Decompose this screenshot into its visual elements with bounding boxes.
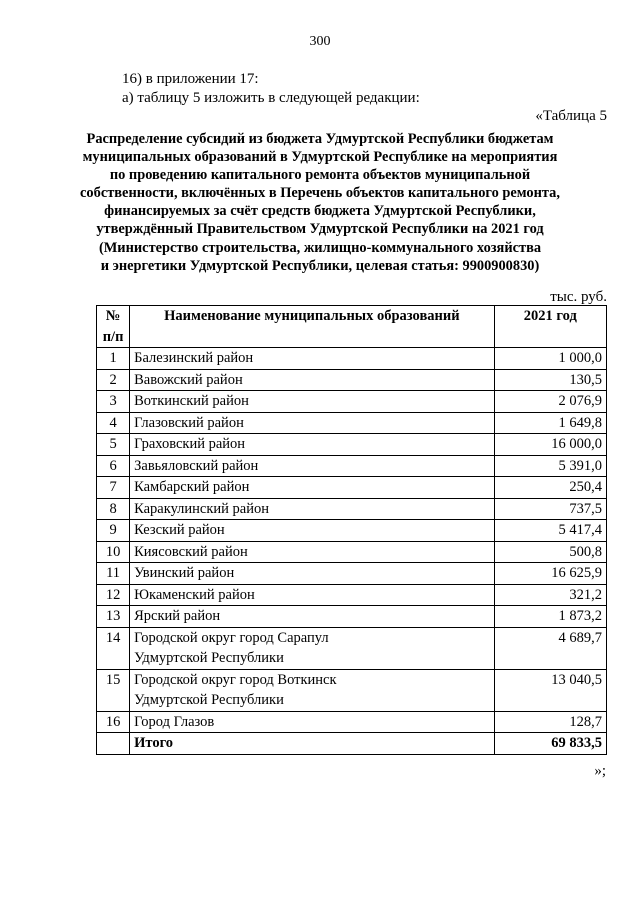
table-row <box>97 348 607 370</box>
row-name-line: Удмуртской Республики <box>134 650 284 666</box>
row-number: 11 <box>97 563 130 585</box>
row-name: Воткинский район <box>130 391 494 413</box>
table-row <box>97 498 607 520</box>
row-name: Ярский район <box>130 606 494 628</box>
table-row <box>97 711 607 733</box>
row-number: 8 <box>97 498 130 520</box>
row-number: 6 <box>97 455 130 477</box>
closing-quote: »; <box>594 763 606 779</box>
table-row <box>97 627 607 669</box>
row-name: Камбарский район <box>130 477 494 499</box>
row-name: Завьяловский район <box>130 455 494 477</box>
row-value: 321,2 <box>494 584 606 606</box>
row-name: Граховский район <box>130 434 494 456</box>
row-value: 130,5 <box>494 369 606 391</box>
row-name: Киясовский район <box>130 541 494 563</box>
title-line: финансируемых за счёт средств бюджета Удмуртской Республики, <box>104 203 536 220</box>
table-row <box>97 477 607 499</box>
row-number: 12 <box>97 584 130 606</box>
row-value: 737,5 <box>494 498 606 520</box>
total-row <box>97 733 607 755</box>
table-row <box>97 584 607 606</box>
table-row <box>97 391 607 413</box>
row-name <box>130 669 494 711</box>
row-number: 3 <box>97 391 130 413</box>
row-number: 2 <box>97 369 130 391</box>
table-header-row <box>97 306 607 348</box>
amendment-subitem: а) таблицу 5 изложить в следующей редакции: <box>122 90 420 106</box>
row-name <box>130 627 494 669</box>
row-value: 500,8 <box>494 541 606 563</box>
row-name: Балезинский район <box>130 348 494 370</box>
row-value: 1 000,0 <box>494 348 606 370</box>
table-row <box>97 412 607 434</box>
row-number: 13 <box>97 606 130 628</box>
row-number: 5 <box>97 434 130 456</box>
table-row <box>97 669 607 711</box>
header-number <box>97 306 130 348</box>
row-number: 15 <box>97 669 130 711</box>
header-number-symbol: № <box>105 308 121 324</box>
row-value: 250,4 <box>494 477 606 499</box>
row-value: 1 873,2 <box>494 606 606 628</box>
row-value: 2 076,9 <box>494 391 606 413</box>
row-name: Каракулинский район <box>130 498 494 520</box>
row-name: Увинский район <box>130 563 494 585</box>
row-number: 7 <box>97 477 130 499</box>
unit-label: тыс. руб. <box>550 289 607 305</box>
row-number: 14 <box>97 627 130 669</box>
title-line: Распределение субсидий из бюджета Удмуртской Республики бюджетам <box>86 131 554 147</box>
row-number: 1 <box>97 348 130 370</box>
title-line: утверждённый Правительством Удмуртской Республики на 2021 год <box>96 221 544 238</box>
row-value: 128,7 <box>494 711 606 733</box>
title-line: и энергетики Удмуртской Республики, целевая статья: 9900900830) <box>100 257 540 274</box>
header-year: 2021 год <box>494 306 606 348</box>
table-row <box>97 541 607 563</box>
row-name: Юкаменский район <box>130 584 494 606</box>
row-value: 1 649,8 <box>494 412 606 434</box>
total-value: 69 833,5 <box>494 733 606 755</box>
row-number: 10 <box>97 541 130 563</box>
table-row <box>97 369 607 391</box>
row-number: 4 <box>97 412 130 434</box>
table-reference: «Таблица 5 <box>535 108 607 124</box>
title-line: муниципальных образований в Удмуртской Республике на мероприятия <box>82 149 558 166</box>
row-value: 16 625,9 <box>494 563 606 585</box>
row-value: 13 040,5 <box>494 669 606 711</box>
row-name-line: Удмуртской Республики <box>134 692 284 708</box>
subsidy-table <box>96 305 607 755</box>
total-number-empty <box>97 733 130 755</box>
table-row <box>97 434 607 456</box>
row-name-line: Городской округ город Воткинск <box>134 671 337 688</box>
title-line: (Министерство строительства, жилищно-коммунального хозяйства <box>98 239 542 256</box>
table-row <box>97 606 607 628</box>
header-number-abbr: п/п <box>102 328 124 345</box>
row-value: 4 689,7 <box>494 627 606 669</box>
total-label: Итого <box>130 733 494 755</box>
table-title <box>60 130 580 275</box>
row-value: 5 417,4 <box>494 520 606 542</box>
page-number: 300 <box>309 34 331 49</box>
row-name: Вавожский район <box>130 369 494 391</box>
row-value: 5 391,0 <box>494 455 606 477</box>
row-name: Город Глазов <box>130 711 494 733</box>
row-name-line: Городской округ город Сарапул <box>134 629 329 646</box>
row-name: Кезский район <box>130 520 494 542</box>
table-row <box>97 563 607 585</box>
row-value: 16 000,0 <box>494 434 606 456</box>
table-row <box>97 520 607 542</box>
title-line: собственности, включённых в Перечень объектов капитального ремонта, <box>80 185 560 202</box>
amendment-item: 16) в приложении 17: <box>122 71 259 87</box>
header-name: Наименование муниципальных образований <box>130 306 494 348</box>
title-line: по проведению капитального ремонта объектов муниципальной <box>109 167 531 184</box>
table-row <box>97 455 607 477</box>
row-number: 9 <box>97 520 130 542</box>
row-number: 16 <box>97 711 130 733</box>
row-name: Глазовский район <box>130 412 494 434</box>
